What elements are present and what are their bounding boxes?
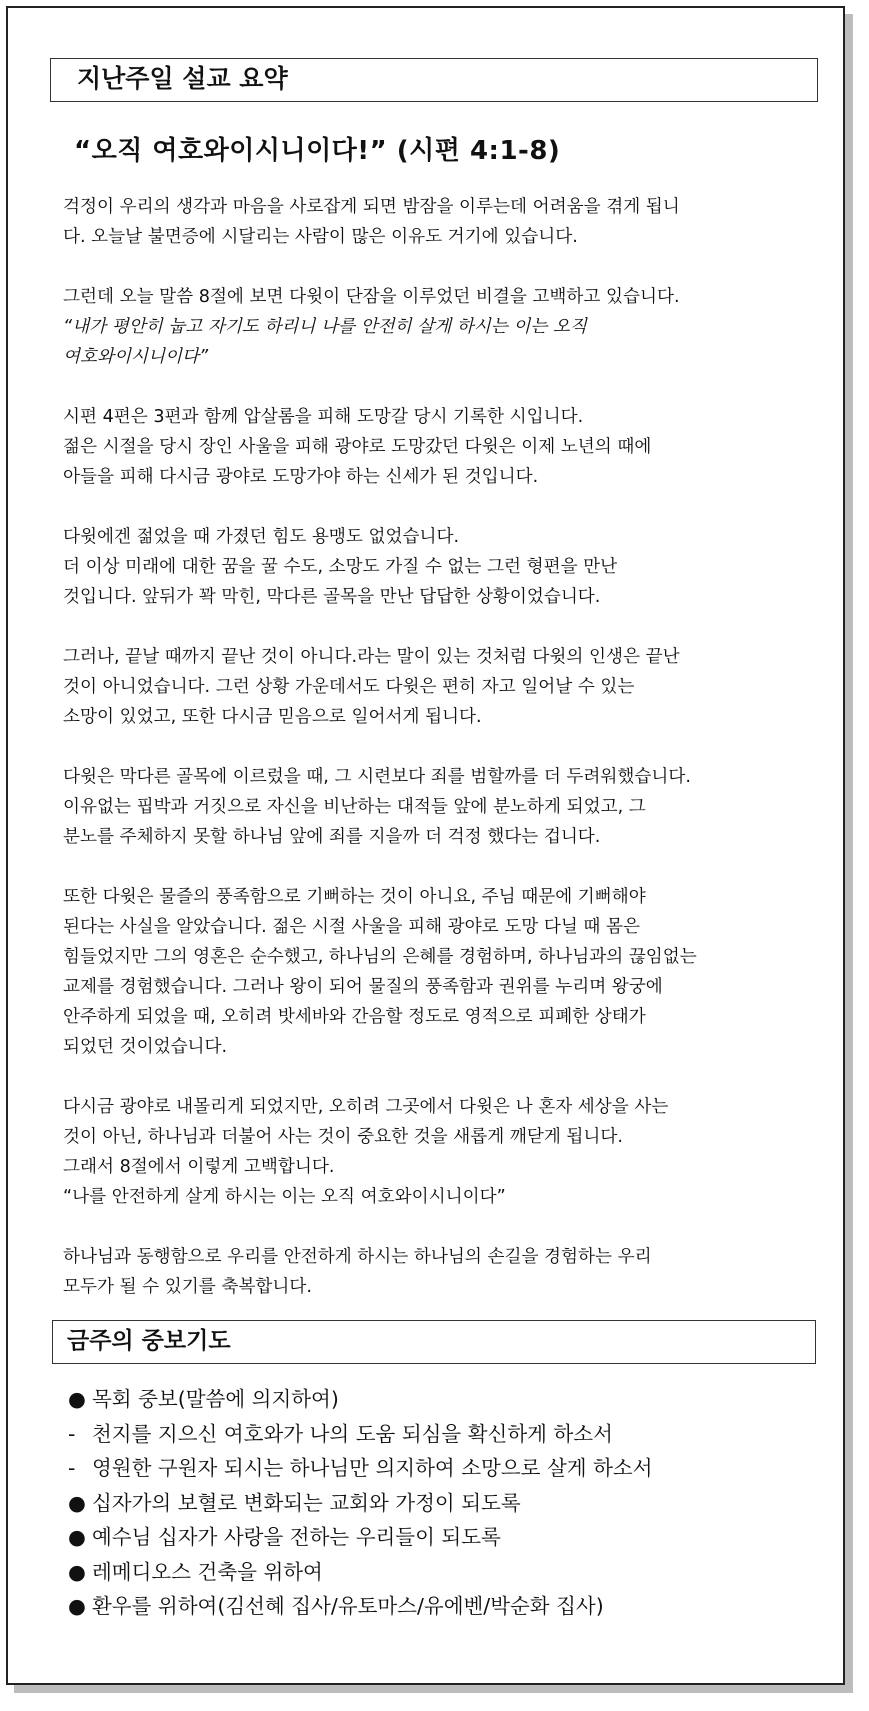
bullet-icon: ● (68, 1525, 86, 1549)
prayer-item-text: 예수님 십자가 사랑을 전하는 우리들이 되도록 (92, 1525, 501, 1549)
sermon-line: 소망이 있었고, 또한 다시금 믿음으로 일어서게 됩니다. (63, 707, 482, 727)
sermon-line: 시편 4편은 3편과 함께 압살롬을 피해 도망갈 당시 기록한 시입니다. (63, 407, 584, 427)
dash-icon: - (68, 1421, 76, 1446)
sermon-line: 아들을 피해 다시금 광야로 도망가야 하는 신세가 된 것입니다. (63, 467, 539, 487)
sermon-line: 것이 아니었습니다. 그런 상황 가운데서도 다윗은 편히 자고 일어날 수 있는 (63, 677, 635, 697)
sermon-line: 그런데 오늘 말씀 8절에 보면 다윗이 단잠을 이루었던 비결을 고백하고 있습니다. (63, 287, 680, 307)
prayer-item-text: 환우를 위하여(김선혜 집사/유토마스/유에벤/박순화 집사) (92, 1594, 604, 1618)
sermon-paragraph (63, 402, 808, 492)
sermon-paragraph (63, 642, 808, 732)
sermon-line: 것입니다. 앞뒤가 꽉 막힌, 막다른 골목을 만난 답답한 상황이었습니다. (63, 587, 601, 607)
prayer-header: 금주의 중보기도 (52, 1320, 816, 1364)
sermon-paragraph (63, 1092, 808, 1212)
sermon-line: “나를 안전하게 살게 하시는 이는 오직 여호와이시니이다” (63, 1187, 506, 1207)
prayer-item (68, 1555, 808, 1590)
sermon-title: “오직 여호와이시니이다!” (시편 4:1-8) (74, 136, 561, 166)
prayer-item (68, 1589, 808, 1624)
sermon-line: 걱정이 우리의 생각과 마음을 사로잡게 되면 밤잠을 이루는데 어려움을 겪게 됩니 (63, 197, 680, 217)
sermon-line: 되었던 것이었습니다. (63, 1037, 228, 1057)
dash-icon: - (68, 1456, 76, 1480)
sermon-paragraph (63, 282, 808, 372)
prayer-item (68, 1486, 808, 1521)
sermon-line: 이유없는 핍박과 거짓으로 자신을 비난하는 대적들 앞에 분노하게 되었고, 그 (63, 797, 646, 817)
sermon-line: 것이 아닌, 하나님과 더불어 사는 것이 중요한 것을 새롭게 깨닫게 됩니다. (63, 1127, 623, 1147)
bullet-icon: ● (68, 1594, 86, 1618)
sermon-line: 안주하게 되었을 때, 오히려 밧세바와 간음할 정도로 영적으로 피폐한 상태가 (63, 1007, 646, 1027)
sermon-paragraph (63, 762, 808, 852)
prayer-item-text: 십자가의 보혈로 변화되는 교회와 가정이 되도록 (92, 1490, 521, 1515)
prayer-list (68, 1382, 808, 1624)
sermon-line: 젊은 시절을 당시 장인 사울을 피해 광야로 도망갔던 다윗은 이제 노년의 때에 (63, 437, 652, 457)
bullet-icon: ● (68, 1490, 86, 1515)
bullet-icon: ● (68, 1559, 86, 1584)
prayer-item (68, 1382, 808, 1417)
prayer-item-text: 목회 중보(말씀에 의지하여) (92, 1387, 339, 1411)
prayer-item (68, 1520, 808, 1555)
sermon-line: 그러나, 끝날 때까지 끝난 것이 아니다.라는 말이 있는 것처럼 다윗의 인생은 끝난 (63, 647, 680, 667)
sermon-line: 된다는 사실을 알았습니다. 젊은 시절 사울을 피해 광야로 도망 다닐 때 몸은 (63, 917, 640, 937)
sermon-summary-header: 지난주일 설교 요약 (50, 58, 818, 102)
sermon-line: 더 이상 미래에 대한 꿈을 꿀 수도, 소망도 가질 수 없는 그런 형편을 만난 (63, 557, 618, 577)
sermon-line: 하나님과 동행함으로 우리를 안전하게 하시는 하나님의 손길을 경험하는 우리 (63, 1247, 652, 1267)
sermon-line: 다윗에겐 젊었을 때 가졌던 힘도 용맹도 없었습니다. (63, 527, 460, 547)
sermon-line: 여호와이시니이다” (63, 347, 209, 367)
prayer-item (68, 1417, 808, 1452)
prayer-item-text: 천지를 지으신 여호와가 나의 도움 되심을 확신하게 하소서 (92, 1421, 613, 1446)
sermon-paragraph (63, 192, 808, 252)
sermon-line: 다윗은 막다른 골목에 이르렀을 때, 그 시련보다 죄를 범할까를 더 두려워했습니다. (63, 767, 691, 787)
sermon-line: 다. 오늘날 불면증에 시달리는 사람이 많은 이유도 거기에 있습니다. (63, 227, 578, 247)
sermon-line: “내가 평안히 눕고 자기도 하리니 나를 안전히 살게 하시는 이는 오직 (63, 317, 587, 337)
sermon-line: 다시금 광야로 내몰리게 되었지만, 오히려 그곳에서 다윗은 나 혼자 세상을 사는 (63, 1097, 669, 1117)
sermon-line: 모두가 될 수 있기를 축복합니다. (63, 1277, 312, 1297)
bulletin-page (6, 6, 845, 1685)
sermon-line: 또한 다윗은 물즐의 풍족함으로 기뻐하는 것이 아니요, 주님 때문에 기뻐해야 (63, 887, 646, 907)
sermon-line: 그래서 8절에서 이렇게 고백합니다. (63, 1157, 335, 1177)
sermon-body (63, 192, 808, 1332)
sermon-paragraph (63, 882, 808, 1062)
sermon-paragraph (63, 522, 808, 612)
sermon-paragraph (63, 1242, 808, 1302)
sermon-line: 힘들었지만 그의 영혼은 순수했고, 하나님의 은혜를 경험하며, 하나님과의 끊임없는 (63, 947, 697, 967)
bullet-icon: ● (68, 1387, 86, 1411)
prayer-item-text: 레메디오스 건축을 위하여 (92, 1559, 323, 1584)
prayer-item-text: 영원한 구원자 되시는 하나님만 의지하여 소망으로 살게 하소서 (92, 1456, 653, 1480)
prayer-item (68, 1451, 808, 1486)
sermon-line: 교제를 경험했습니다. 그러나 왕이 되어 물질의 풍족함과 권위를 누리며 왕궁에 (63, 977, 663, 997)
sermon-line: 분노를 주체하지 못할 하나님 앞에 죄를 지을까 더 걱정 했다는 겁니다. (63, 827, 601, 847)
